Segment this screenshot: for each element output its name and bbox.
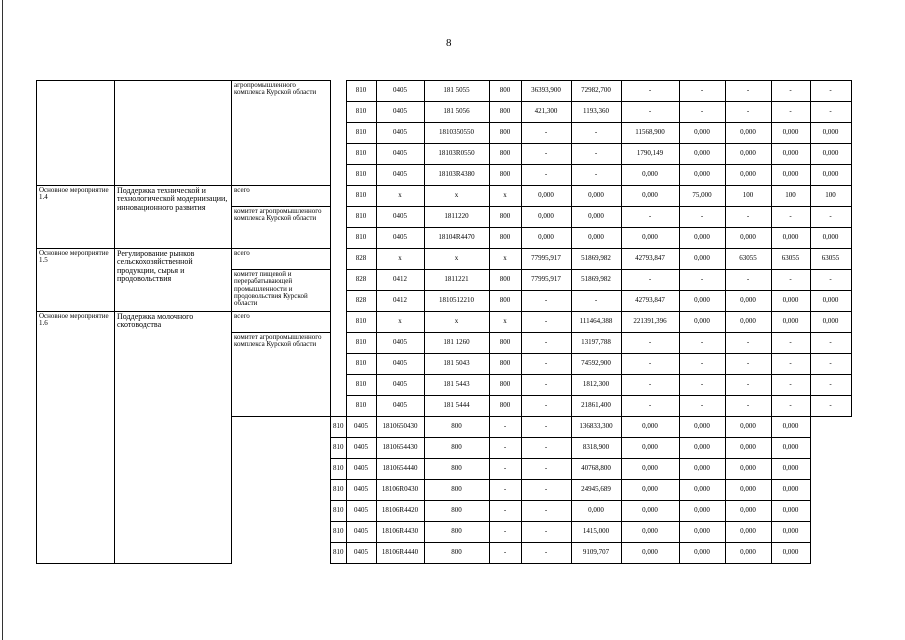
value-cell: 0,000 (771, 312, 810, 333)
value-cell: 800 (424, 480, 489, 501)
value-cell: 0,000 (679, 480, 725, 501)
value-cell: 0,000 (810, 291, 851, 312)
value-cell: 0,000 (810, 123, 851, 144)
value-cell: 42793,847 (621, 291, 679, 312)
value-cell: 18106R4430 (376, 522, 424, 543)
value-cell: 0,000 (679, 228, 725, 249)
value-cell: - (771, 354, 810, 375)
value-cell: - (521, 123, 571, 144)
value-cell: - (521, 396, 571, 417)
value-cell: 800 (424, 417, 489, 438)
value-cell: 421,300 (521, 102, 571, 123)
value-cell: 75,000 (679, 186, 725, 207)
value-cell: 111464,388 (571, 312, 621, 333)
value-cell: 0405 (376, 375, 424, 396)
value-cell: 0405 (346, 459, 376, 480)
value-cell: 0,000 (571, 501, 621, 522)
value-cell: 0,000 (725, 438, 771, 459)
value-cell: 0405 (376, 228, 424, 249)
spacer-cell (331, 186, 347, 207)
activity-label: Основное мероприятие 1.4 (37, 186, 115, 249)
value-cell: 77995,917 (521, 249, 571, 270)
value-cell: 18106R4440 (376, 543, 424, 564)
value-cell: - (771, 207, 810, 228)
value-cell: - (810, 333, 851, 354)
value-cell: 72982,700 (571, 81, 621, 102)
responsible-executor: всего (232, 312, 331, 333)
value-cell: 0,000 (771, 165, 810, 186)
value-cell: 0,000 (621, 186, 679, 207)
value-cell: 0405 (346, 480, 376, 501)
value-cell: x (424, 186, 489, 207)
value-cell: 800 (424, 438, 489, 459)
value-cell: 0,000 (725, 501, 771, 522)
value-cell: - (679, 81, 725, 102)
value-cell: - (521, 312, 571, 333)
value-cell: - (679, 354, 725, 375)
value-cell: 810 (331, 501, 347, 522)
value-cell: 0,000 (521, 186, 571, 207)
spacer-cell (232, 459, 331, 480)
value-cell: - (489, 459, 521, 480)
value-cell: 0,000 (679, 312, 725, 333)
value-cell: 1810650430 (376, 417, 424, 438)
value-cell: 800 (424, 522, 489, 543)
value-cell: 1811220 (424, 207, 489, 228)
spacer-cell (232, 501, 331, 522)
value-cell: 0,000 (621, 522, 679, 543)
value-cell: 100 (771, 186, 810, 207)
value-cell: 74592,900 (571, 354, 621, 375)
value-cell: 0,000 (771, 501, 810, 522)
spacer-cell (331, 396, 347, 417)
value-cell: 0,000 (679, 249, 725, 270)
activity-label (37, 81, 115, 186)
value-cell: - (679, 375, 725, 396)
page-number: 8 (446, 37, 452, 49)
value-cell: - (521, 543, 571, 564)
value-cell: - (725, 375, 771, 396)
value-cell: 0,000 (679, 417, 725, 438)
spacer-cell (331, 375, 347, 396)
value-cell: 0,000 (771, 480, 810, 501)
spacer-cell (232, 522, 331, 543)
value-cell: 0,000 (810, 228, 851, 249)
value-cell: 810 (346, 375, 376, 396)
spacer-cell (232, 417, 331, 438)
value-cell: 13197,788 (571, 333, 621, 354)
value-cell: - (521, 459, 571, 480)
value-cell: - (621, 207, 679, 228)
spacer-cell (331, 144, 347, 165)
responsible-executor: агропромышленного комплекса Курской области (232, 81, 331, 186)
value-cell: 1810654440 (376, 459, 424, 480)
value-cell: 810 (346, 228, 376, 249)
table-row (37, 249, 894, 270)
value-cell: - (621, 375, 679, 396)
value-cell: 0,000 (725, 144, 771, 165)
value-cell: 810 (346, 396, 376, 417)
value-cell: - (679, 270, 725, 291)
value-cell: x (376, 312, 424, 333)
value-cell: - (571, 291, 621, 312)
value-cell: - (521, 354, 571, 375)
value-cell: 181 5055 (424, 81, 489, 102)
value-cell: 810 (346, 165, 376, 186)
value-cell: 0,000 (679, 459, 725, 480)
value-cell: - (771, 375, 810, 396)
value-cell: 0405 (376, 165, 424, 186)
value-cell: 0,000 (621, 459, 679, 480)
value-cell: - (621, 102, 679, 123)
value-cell: 181 1260 (424, 333, 489, 354)
value-cell: 828 (346, 270, 376, 291)
value-cell: 0405 (376, 396, 424, 417)
value-cell: 0,000 (771, 123, 810, 144)
value-cell: - (489, 522, 521, 543)
value-cell: 0,000 (771, 291, 810, 312)
value-cell: 0,000 (771, 438, 810, 459)
value-cell: 63055 (810, 249, 851, 270)
value-cell: 0,000 (810, 165, 851, 186)
value-cell: - (521, 333, 571, 354)
value-cell: 800 (424, 501, 489, 522)
value-cell: 0,000 (621, 165, 679, 186)
value-cell: 0,000 (679, 522, 725, 543)
value-cell: 828 (346, 291, 376, 312)
value-cell: 0405 (376, 207, 424, 228)
value-cell: 0,000 (771, 417, 810, 438)
value-cell: - (621, 396, 679, 417)
value-cell: - (489, 417, 521, 438)
value-cell: 0405 (346, 522, 376, 543)
value-cell: - (521, 417, 571, 438)
value-cell: x (489, 249, 521, 270)
value-cell: 181 5443 (424, 375, 489, 396)
spacer-cell (331, 333, 347, 354)
value-cell: 800 (489, 81, 521, 102)
value-cell: - (771, 102, 810, 123)
value-cell: 0405 (346, 438, 376, 459)
value-cell: 0,000 (725, 123, 771, 144)
value-cell: 0,000 (725, 312, 771, 333)
value-cell: 800 (489, 270, 521, 291)
value-cell: 0,000 (571, 186, 621, 207)
value-cell: 42793,847 (621, 249, 679, 270)
spacer-cell (331, 312, 347, 333)
value-cell: - (771, 396, 810, 417)
spacer-cell (232, 543, 331, 564)
page-edge-line (2, 0, 3, 640)
value-cell: 0,000 (679, 165, 725, 186)
spacer-cell (331, 228, 347, 249)
value-cell: 810 (346, 312, 376, 333)
value-cell: - (725, 81, 771, 102)
value-cell: 181 5056 (424, 102, 489, 123)
value-cell: - (521, 480, 571, 501)
value-cell: 1415,000 (571, 522, 621, 543)
value-cell: 1812,300 (571, 375, 621, 396)
value-cell: 0,000 (725, 291, 771, 312)
value-cell: 810 (331, 543, 347, 564)
value-cell: - (810, 270, 851, 291)
value-cell: 18103R0550 (424, 144, 489, 165)
value-cell: 63055 (771, 249, 810, 270)
value-cell: 0405 (346, 417, 376, 438)
spacer-cell (331, 291, 347, 312)
value-cell: 0,000 (621, 543, 679, 564)
value-cell: 0,000 (571, 207, 621, 228)
value-cell: 1811221 (424, 270, 489, 291)
table-row (37, 186, 894, 207)
value-cell: 1790,149 (621, 144, 679, 165)
value-cell: - (489, 501, 521, 522)
value-cell: 63055 (725, 249, 771, 270)
value-cell: - (571, 144, 621, 165)
activity-name: Поддержка технической и технологической модернизации, инновационного развития (115, 186, 232, 249)
responsible-executor: комитет агропромышленного комплекса Курской области (232, 333, 331, 417)
value-cell: 181 5043 (424, 354, 489, 375)
value-cell: - (725, 354, 771, 375)
value-cell: 0,000 (725, 165, 771, 186)
value-cell: 800 (489, 354, 521, 375)
value-cell: 51869,982 (571, 249, 621, 270)
value-cell: 1810350550 (424, 123, 489, 144)
value-cell: - (521, 501, 571, 522)
value-cell: 0,000 (621, 501, 679, 522)
value-cell: - (571, 123, 621, 144)
value-cell: - (679, 333, 725, 354)
value-cell: - (725, 333, 771, 354)
value-cell: 0,000 (621, 438, 679, 459)
value-cell: 810 (346, 207, 376, 228)
value-cell: 100 (725, 186, 771, 207)
value-cell: 0,000 (621, 480, 679, 501)
value-cell: 0,000 (771, 459, 810, 480)
value-cell: 0412 (376, 291, 424, 312)
value-cell: 0,000 (621, 417, 679, 438)
value-cell: - (771, 270, 810, 291)
value-cell: 0,000 (771, 522, 810, 543)
value-cell: 24945,689 (571, 480, 621, 501)
value-cell: 810 (346, 81, 376, 102)
value-cell: 18104R4470 (424, 228, 489, 249)
value-cell: 810 (346, 102, 376, 123)
value-cell: 0,000 (725, 522, 771, 543)
value-cell: - (810, 354, 851, 375)
value-cell: - (489, 480, 521, 501)
value-cell: 0405 (376, 333, 424, 354)
spacer-cell (331, 207, 347, 228)
responsible-executor: всего (232, 249, 331, 270)
value-cell: - (810, 81, 851, 102)
value-cell: 0,000 (771, 543, 810, 564)
value-cell: 77995,917 (521, 270, 571, 291)
value-cell: - (810, 375, 851, 396)
value-cell: 0,000 (771, 228, 810, 249)
value-cell: x (376, 249, 424, 270)
value-cell: - (489, 438, 521, 459)
value-cell: 800 (489, 228, 521, 249)
value-cell: 0,000 (725, 228, 771, 249)
value-cell: 0,000 (679, 291, 725, 312)
value-cell: 0405 (376, 81, 424, 102)
value-cell: - (571, 165, 621, 186)
value-cell: - (621, 270, 679, 291)
value-cell: - (771, 333, 810, 354)
value-cell: - (725, 207, 771, 228)
spacer-cell (331, 354, 347, 375)
value-cell: 828 (346, 249, 376, 270)
responsible-executor: всего (232, 186, 331, 207)
value-cell: - (521, 522, 571, 543)
value-cell: 810 (331, 522, 347, 543)
value-cell: 0,000 (725, 459, 771, 480)
value-cell: 810 (346, 186, 376, 207)
table-row (37, 81, 894, 102)
value-cell: 0405 (376, 102, 424, 123)
value-cell: 0,000 (679, 438, 725, 459)
responsible-executor: комитет пищевой и перерабатывающей промышленности и продовольствия Курской области (232, 270, 331, 312)
value-cell: - (810, 207, 851, 228)
spacer-cell (232, 480, 331, 501)
value-cell: - (725, 396, 771, 417)
value-cell: - (771, 81, 810, 102)
value-cell: 18106R4420 (376, 501, 424, 522)
value-cell: 0405 (376, 354, 424, 375)
value-cell: 0,000 (679, 144, 725, 165)
value-cell: 0,000 (810, 312, 851, 333)
value-cell: 9109,707 (571, 543, 621, 564)
value-cell: - (679, 102, 725, 123)
value-cell: 0,000 (621, 228, 679, 249)
spacer-cell (331, 102, 347, 123)
value-cell: x (424, 312, 489, 333)
value-cell: 18103R4380 (424, 165, 489, 186)
value-cell: 0,000 (810, 144, 851, 165)
value-cell: - (725, 270, 771, 291)
value-cell: - (521, 438, 571, 459)
activity-name: Регулирование рынков сельскохозяйственной продукции, сырья и продовольствия (115, 249, 232, 312)
value-cell: 0,000 (771, 144, 810, 165)
value-cell: 21861,400 (571, 396, 621, 417)
value-cell: 800 (489, 207, 521, 228)
value-cell: - (679, 207, 725, 228)
value-cell: - (521, 165, 571, 186)
value-cell: - (810, 396, 851, 417)
value-cell: 0405 (376, 144, 424, 165)
value-cell: 1810512210 (424, 291, 489, 312)
value-cell: 800 (489, 144, 521, 165)
value-cell: 0,000 (679, 543, 725, 564)
responsible-executor: комитет агропромышленного комплекса Курской области (232, 207, 331, 249)
spacer-cell (331, 270, 347, 291)
table-row (37, 312, 894, 333)
value-cell: 8318,900 (571, 438, 621, 459)
value-cell: 810 (331, 480, 347, 501)
spacer-cell (331, 165, 347, 186)
value-cell: 0405 (346, 543, 376, 564)
value-cell: 181 5444 (424, 396, 489, 417)
value-cell: 18106R0430 (376, 480, 424, 501)
value-cell: 800 (424, 543, 489, 564)
value-cell: 100 (810, 186, 851, 207)
value-cell: 800 (489, 396, 521, 417)
value-cell: - (621, 81, 679, 102)
activity-label: Основное мероприятие 1.6 (37, 312, 115, 564)
value-cell: 0,000 (725, 543, 771, 564)
value-cell: 221391,396 (621, 312, 679, 333)
value-cell: 810 (346, 144, 376, 165)
value-cell: 0,000 (679, 123, 725, 144)
value-cell: 810 (346, 123, 376, 144)
value-cell: 40768,800 (571, 459, 621, 480)
value-cell: 0405 (376, 123, 424, 144)
value-cell: 0,000 (521, 207, 571, 228)
value-cell: 800 (424, 459, 489, 480)
value-cell: 810 (346, 333, 376, 354)
value-cell: 0,000 (571, 228, 621, 249)
value-cell: - (521, 375, 571, 396)
value-cell: 0412 (376, 270, 424, 291)
value-cell: 800 (489, 291, 521, 312)
value-cell: 1193,360 (571, 102, 621, 123)
value-cell: 800 (489, 375, 521, 396)
value-cell: 810 (331, 417, 347, 438)
value-cell: 810 (346, 354, 376, 375)
value-cell: 800 (489, 165, 521, 186)
value-cell: 1810654430 (376, 438, 424, 459)
value-cell: 810 (331, 459, 347, 480)
value-cell: 810 (331, 438, 347, 459)
value-cell: x (489, 186, 521, 207)
spacer-cell (331, 123, 347, 144)
value-cell: x (424, 249, 489, 270)
value-cell: 51869,982 (571, 270, 621, 291)
value-cell: - (679, 396, 725, 417)
value-cell: - (621, 354, 679, 375)
spacer-cell (232, 438, 331, 459)
value-cell: 36393,900 (521, 81, 571, 102)
budget-table (36, 80, 894, 564)
value-cell: - (810, 102, 851, 123)
value-cell: 0,000 (521, 228, 571, 249)
value-cell: x (489, 312, 521, 333)
value-cell: - (621, 333, 679, 354)
spacer-cell (331, 81, 347, 102)
value-cell: 800 (489, 102, 521, 123)
spacer-cell (331, 249, 347, 270)
activity-label: Основное мероприятие 1.5 (37, 249, 115, 312)
value-cell: - (521, 144, 571, 165)
value-cell: 0,000 (679, 501, 725, 522)
activity-name: Поддержка молочного скотоводства (115, 312, 232, 564)
value-cell: 0,000 (725, 417, 771, 438)
value-cell: - (489, 543, 521, 564)
value-cell: 800 (489, 123, 521, 144)
value-cell: 800 (489, 333, 521, 354)
value-cell: - (725, 102, 771, 123)
value-cell: 136833,300 (571, 417, 621, 438)
value-cell: 0,000 (725, 480, 771, 501)
value-cell: 11568,900 (621, 123, 679, 144)
value-cell: 0405 (346, 501, 376, 522)
activity-name (115, 81, 232, 186)
value-cell: - (521, 291, 571, 312)
value-cell: x (376, 186, 424, 207)
